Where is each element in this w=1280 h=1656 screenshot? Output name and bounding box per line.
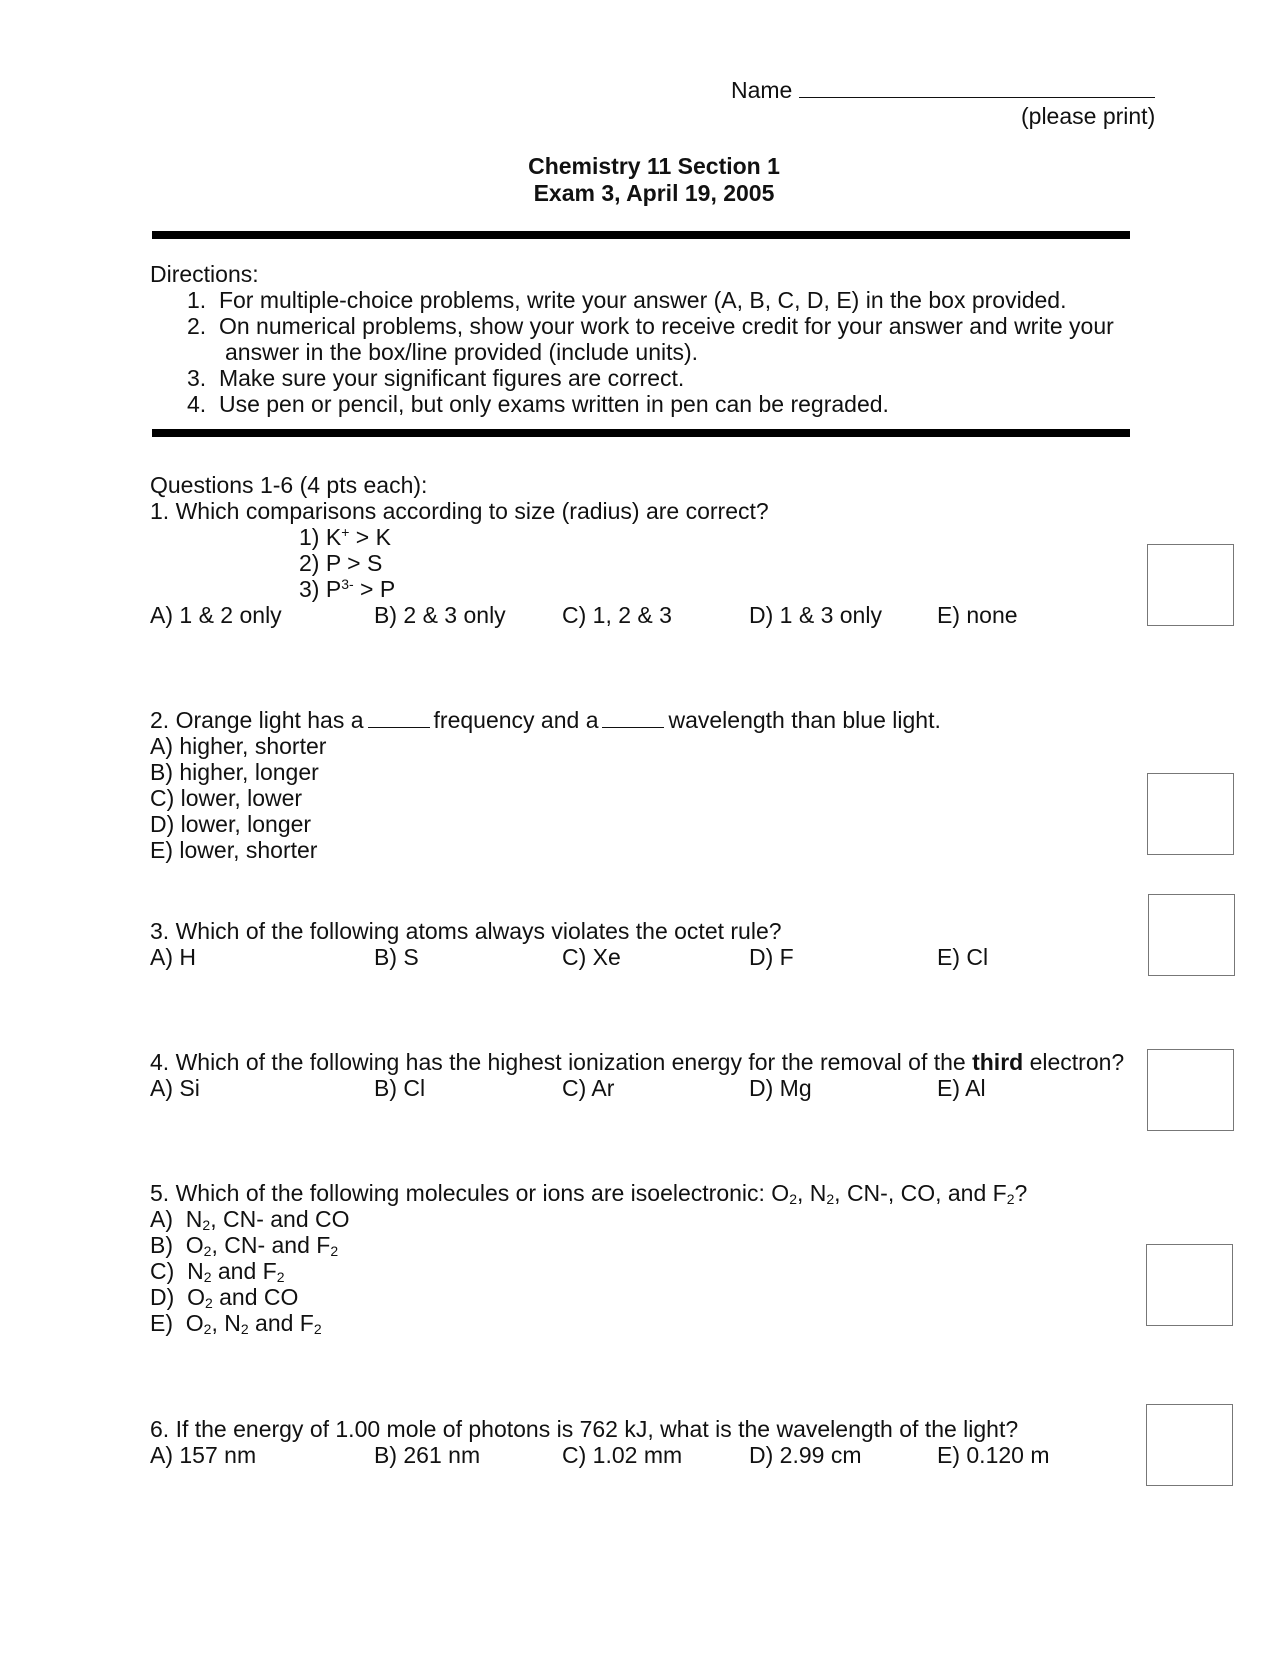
q5-choice-a: A) $N_2$, CN- and CO bbox=[150, 1206, 350, 1233]
q5-choice-d: D) $O_2$ and CO bbox=[150, 1284, 299, 1311]
q3-choice-e: E) Cl bbox=[937, 944, 989, 970]
q2-blank-2 bbox=[602, 707, 664, 728]
q1-choice-c: C) 1, 2 & 3 bbox=[562, 602, 672, 628]
q1-statement-1: 1) K+ > K bbox=[299, 524, 391, 550]
q3-choice-c: C) Xe bbox=[562, 944, 621, 970]
exam-subtitle: Exam 3, April 19, 2005 bbox=[533, 180, 775, 206]
q6-choice-c: C) 1.02 mm bbox=[562, 1442, 683, 1468]
q1-statement-2: 2) P > S bbox=[299, 550, 383, 576]
q4-choice-c: C) Ar bbox=[562, 1075, 615, 1101]
q6-choice-a: A) 157 nm bbox=[150, 1442, 257, 1468]
q2-choice-e: E) lower, shorter bbox=[150, 837, 318, 863]
q1-choice-b: B) 2 & 3 only bbox=[374, 602, 506, 628]
direction-item-1: 1. For multiple-choice problems, write your answer (A, B, C, D, E) in the box provided. bbox=[187, 287, 1067, 313]
q6-choice-b: B) 261 nm bbox=[374, 1442, 481, 1468]
exam-title: Chemistry 11 Section 1 bbox=[528, 153, 780, 179]
directions-heading: Directions: bbox=[150, 261, 259, 287]
q5-stem: 5. Which of the following molecules or ions are isoelectronic: $O_2$, $N_2$, CN-, CO, and $F_2$? bbox=[150, 1180, 1028, 1207]
q2-choice-c: C) lower, lower bbox=[150, 785, 303, 811]
q1-answer-box[interactable] bbox=[1147, 544, 1234, 626]
name-field bbox=[731, 77, 1155, 103]
q2-answer-box[interactable] bbox=[1147, 773, 1234, 855]
top-divider bbox=[152, 231, 1130, 239]
name-label: Name bbox=[731, 77, 793, 103]
q4-stem: 4. Which of the following has the highest ionization energy for the removal of the third electron? bbox=[150, 1049, 1125, 1075]
q4-choice-e: E) Al bbox=[937, 1075, 986, 1101]
print-note: (please print) bbox=[1021, 103, 1156, 129]
q3-answer-box[interactable] bbox=[1148, 894, 1235, 976]
q2-blank-1 bbox=[368, 707, 430, 728]
q3-stem: 3. Which of the following atoms always violates the octet rule? bbox=[150, 918, 782, 944]
q5-choice-c: C) $N_2$ and $F_2$ bbox=[150, 1258, 285, 1285]
q4-choice-d: D) Mg bbox=[749, 1075, 812, 1101]
q4-choice-a: A) Si bbox=[150, 1075, 200, 1101]
section-heading: Questions 1-6 (4 pts each): bbox=[150, 472, 428, 498]
q5-choice-e: E) $O_2$, $N_2$ and $F_2$ bbox=[150, 1310, 322, 1337]
q6-stem: 6. If the energy of 1.00 mole of photons is 762 kJ, what is the wavelength of the light? bbox=[150, 1416, 1019, 1442]
q1-choice-a: A) 1 & 2 only bbox=[150, 602, 282, 628]
q1-stem: 1. Which comparisons according to size (radius) are correct? bbox=[150, 498, 769, 524]
q4-answer-box[interactable] bbox=[1147, 1049, 1234, 1131]
q6-choice-d: D) 2.99 cm bbox=[749, 1442, 862, 1468]
q6-choice-e: E) 0.120 m bbox=[937, 1442, 1050, 1468]
q6-answer-box[interactable] bbox=[1146, 1404, 1233, 1486]
q2-choice-b: B) higher, longer bbox=[150, 759, 319, 785]
q5-answer-box[interactable] bbox=[1146, 1244, 1233, 1326]
name-blank-line[interactable] bbox=[799, 77, 1155, 98]
direction-item-2-continued: answer in the box/line provided (include units). bbox=[225, 339, 699, 365]
q4-choice-b: B) Cl bbox=[374, 1075, 426, 1101]
q2-stem: 2. Orange light has a frequency and a wavelength than blue light. bbox=[150, 707, 941, 733]
q1-choice-e: E) none bbox=[937, 602, 1018, 628]
q5-choice-b: B) $O_2$, CN- and $F_2$ bbox=[150, 1232, 339, 1259]
q1-statement-3: 3) $P^{3-} > P$ bbox=[299, 576, 396, 602]
bottom-divider bbox=[152, 429, 1130, 437]
q1-choice-d: D) 1 & 3 only bbox=[749, 602, 882, 628]
q3-choice-a: A) H bbox=[150, 944, 196, 970]
q2-choice-a: A) higher, shorter bbox=[150, 733, 327, 759]
direction-item-4: 4. Use pen or pencil, but only exams written in pen can be regraded. bbox=[187, 391, 889, 417]
direction-item-3: 3. Make sure your significant figures are correct. bbox=[187, 365, 685, 391]
direction-item-2: 2. On numerical problems, show your work to receive credit for your answer and write your bbox=[187, 313, 1114, 339]
q3-choice-d: D) F bbox=[749, 944, 794, 970]
q2-choice-d: D) lower, longer bbox=[150, 811, 312, 837]
q3-choice-b: B) S bbox=[374, 944, 419, 970]
